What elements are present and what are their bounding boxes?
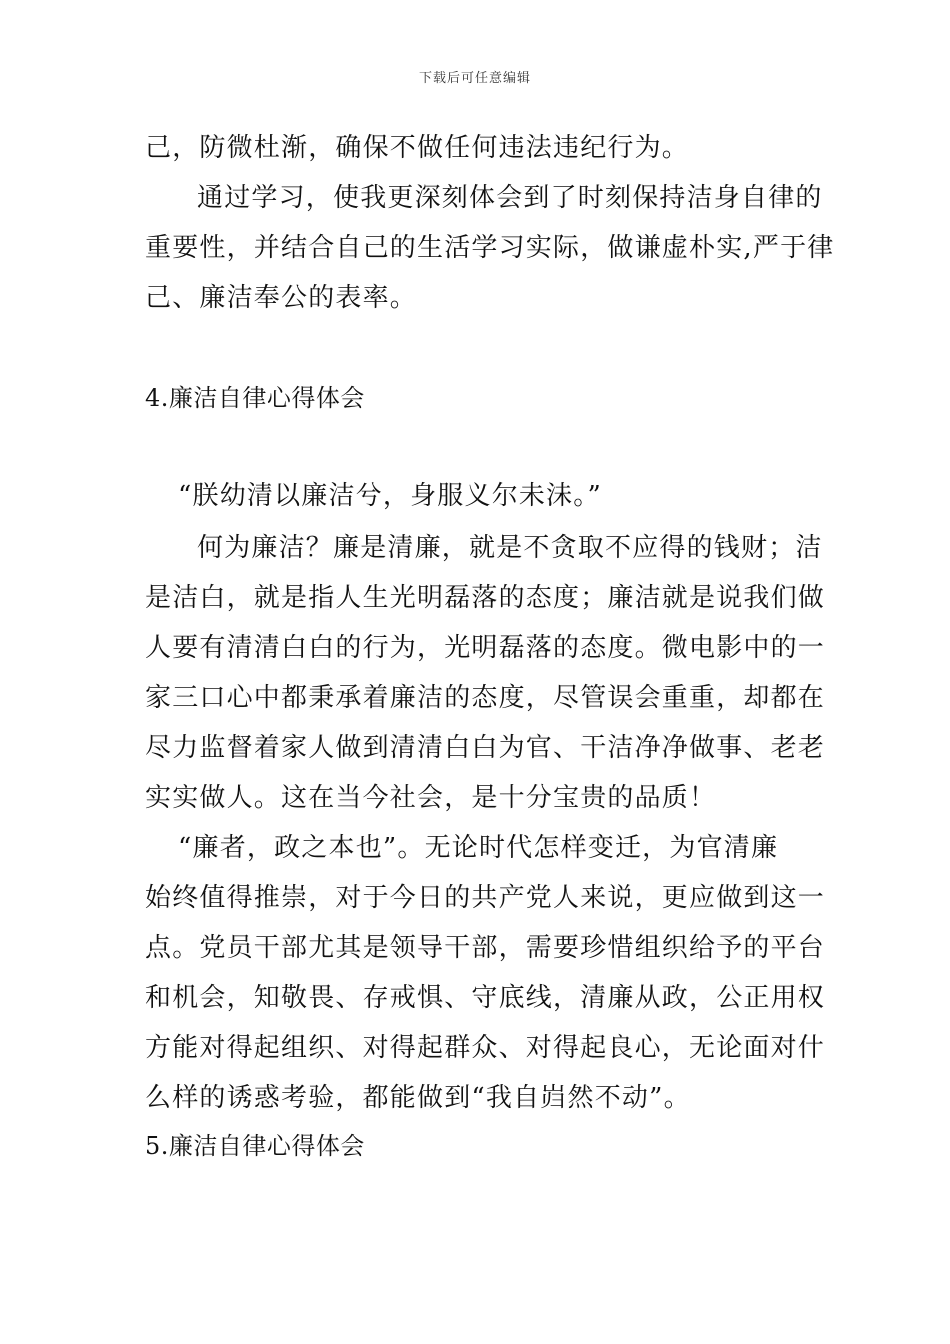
- paragraph-line: 点。党员干部尤其是领导干部，需要珍惜组织给予的平台: [145, 933, 826, 963]
- paragraph-line: 和机会，知敬畏、存戒惧、守底线，清廉从政，公正用权: [145, 983, 826, 1013]
- paragraph-line: 何为廉洁？廉是清廉，就是不贪取不应得的钱财；洁: [197, 533, 823, 563]
- paragraph-line: 么样的诱惑考验，都能做到“我自岿然不动”。: [145, 1083, 691, 1113]
- paragraph-line: 己、廉洁奉公的表率。: [145, 283, 418, 313]
- paragraph-line: “廉者，政之本也”。无论时代怎样变迁，为官清廉: [178, 833, 779, 863]
- header-note: 下载后可任意编辑: [418, 71, 531, 86]
- section-heading-5: 5.廉洁自律心得体会: [145, 1132, 365, 1160]
- paragraph-line: 通过学习，使我更深刻体会到了时刻保持洁身自律的: [197, 183, 823, 213]
- quote-line: “朕幼清以廉洁兮，身服义尔未沬。”: [178, 481, 602, 511]
- paragraph-line: 是洁白，就是指人生光明磊落的态度；廉洁就是说我们做: [145, 583, 826, 613]
- paragraph-line: 实实做人。这在当今社会，是十分宝贵的品质！: [145, 783, 717, 813]
- paragraph-line: 家三口心中都秉承着廉洁的态度，尽管误会重重，却都在: [145, 683, 826, 713]
- paragraph-line: 尽力监督着家人做到清清白白为官、干洁净净做事、老老: [145, 733, 826, 763]
- paragraph-line: 己，防微杜渐，确保不做任何违法违纪行为。: [145, 133, 690, 163]
- paragraph-line: 重要性，并结合自己的生活学习实际，做谦虚朴实,严于律: [145, 233, 835, 263]
- paragraph-line: 始终值得推崇，对于今日的共产党人来说，更应做到这一: [145, 883, 826, 913]
- paragraph-line: 方能对得起组织、对得起群众、对得起良心，无论面对什: [145, 1033, 826, 1063]
- paragraph-line: 人要有清清白白的行为，光明磊落的态度。微电影中的一: [145, 633, 826, 663]
- section-heading-4: 4.廉洁自律心得体会: [145, 384, 365, 412]
